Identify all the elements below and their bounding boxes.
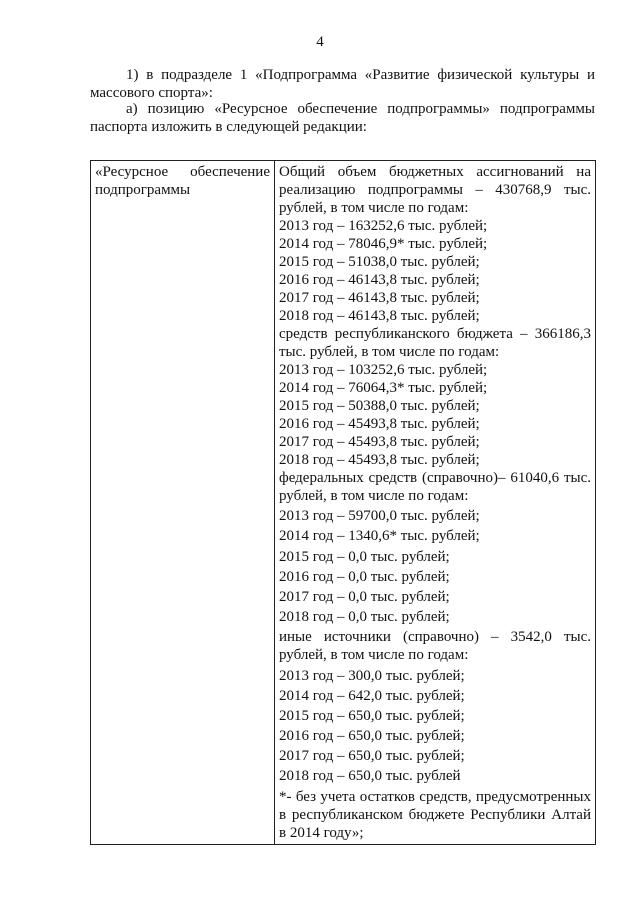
list-item: 2017 год – 45493,8 тыс. рублей; bbox=[279, 434, 480, 450]
resource-table bbox=[90, 160, 596, 845]
list-item: 2014 год – 78046,9* тыс. рублей; bbox=[279, 236, 488, 252]
federal-text: федеральных средств (справочно)– 61040,6 тыс. рублей, в том числе по годам: bbox=[279, 470, 591, 504]
list-item: 2014 год – 642,0 тыс. рублей; bbox=[279, 687, 465, 704]
list-item: 2014 год – 1340,6* тыс. рублей; bbox=[279, 528, 480, 545]
list-item: 2016 год – 45493,8 тыс. рублей; bbox=[279, 416, 480, 432]
total-text: Общий объем бюджетных ассигнований на реализацию подпрограммы – 430768,9 тыс. рублей, в том числе по годам: bbox=[279, 164, 591, 216]
page-number: 4 bbox=[316, 34, 324, 50]
republic-text: средств республиканского бюджета – 366186,3 тыс. рублей, в том числе по годам: bbox=[279, 326, 591, 360]
list-item: 2014 год – 76064,3* тыс. рублей; bbox=[279, 380, 488, 396]
other-text: иные источники (справочно) – 3542,0 тыс. рублей, в том числе по годам: bbox=[279, 629, 591, 664]
list-item: 2017 год – 650,0 тыс. рублей; bbox=[279, 748, 465, 765]
list-item: 2013 год – 300,0 тыс. рублей; bbox=[279, 667, 465, 684]
table-row bbox=[91, 161, 596, 845]
list-item: 2018 год – 45493,8 тыс. рублей; bbox=[279, 452, 480, 468]
list-item: 2018 год – 650,0 тыс. рублей bbox=[279, 768, 461, 785]
list-item: 2015 год – 0,0 тыс. рублей; bbox=[279, 548, 450, 565]
list-item: 2015 год – 650,0 тыс. рублей; bbox=[279, 707, 465, 724]
list-item: 2013 год – 163252,6 тыс. рублей; bbox=[279, 218, 488, 234]
list-item: 2016 год – 0,0 тыс. рублей; bbox=[279, 568, 450, 585]
list-item: 2018 год – 0,0 тыс. рублей; bbox=[279, 609, 450, 626]
list-item: 2013 год – 103252,6 тыс. рублей; bbox=[279, 362, 488, 378]
list-item: 2017 год – 46143,8 тыс. рублей; bbox=[279, 290, 480, 306]
list-item: 2018 год – 46143,8 тыс. рублей; bbox=[279, 308, 480, 324]
list-item: 2015 год – 51038,0 тыс. рублей; bbox=[279, 254, 480, 270]
footnote: *- без учета остатков средств, предусмотренных в республиканском бюджете Республики Алтай в 2014 году»; bbox=[279, 788, 591, 841]
list-item: 2015 год – 50388,0 тыс. рублей; bbox=[279, 398, 480, 414]
list-item: 2016 год – 650,0 тыс. рублей; bbox=[279, 728, 465, 745]
resource-value-cell bbox=[275, 161, 596, 845]
resource-label-cell: «Ресурсное обеспечение подпрограммы bbox=[91, 161, 275, 845]
list-item: 2013 год – 59700,0 тыс. рублей; bbox=[279, 508, 480, 525]
list-item: 2017 год – 0,0 тыс. рублей; bbox=[279, 588, 450, 605]
intro-paragraph-1: 1) в подразделе 1 «Подпрограмма «Развитие физической культуры и массового спорта»: bbox=[90, 67, 595, 101]
intro-paragraph-2: а) позицию «Ресурсное обеспечение подпрограммы» подпрограммы паспорта изложить в следующей редакции: bbox=[90, 101, 595, 135]
list-item: 2016 год – 46143,8 тыс. рублей; bbox=[279, 272, 480, 288]
